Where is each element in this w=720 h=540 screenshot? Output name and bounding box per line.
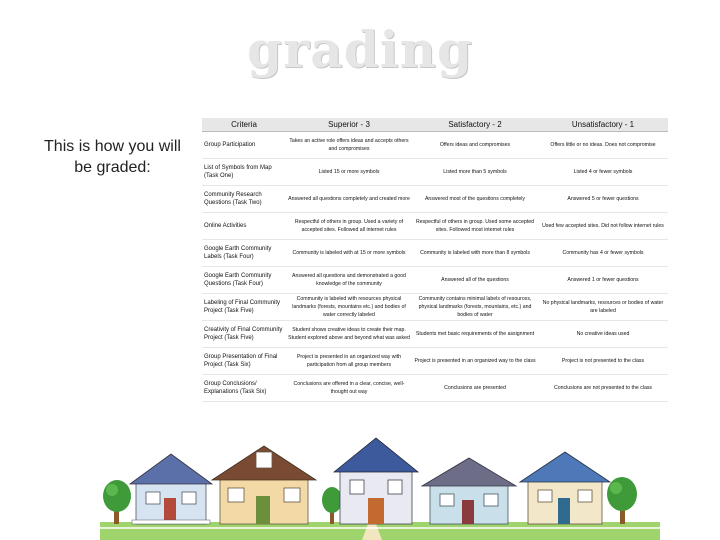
- satisfactory-cell: Offers ideas and compromises: [412, 132, 538, 159]
- criteria-cell: Labeling of Final Community Project (Task Five): [202, 294, 286, 321]
- superior-cell: Respectful of others in group. Used a variety of accepted sites. Followed all internet rules: [286, 213, 412, 240]
- criteria-cell: List of Symbols from Map (Task One): [202, 159, 286, 186]
- satisfactory-cell: Respectful of others in group. Used some accepted sites. Followed most internet rules: [412, 213, 538, 240]
- house-icon: [422, 458, 516, 524]
- column-header: Criteria: [202, 118, 286, 132]
- superior-cell: Conclusions are offered in a clear, concise, well-thought out way: [286, 375, 412, 402]
- satisfactory-cell: Conclusions are presented: [412, 375, 538, 402]
- table-row: [202, 267, 668, 294]
- unsatisfactory-cell: Conclusions are not presented to the class: [538, 375, 668, 402]
- column-header: Unsatisfactory - 1: [538, 118, 668, 132]
- satisfactory-cell: Project is presented in an organized way to the class: [412, 348, 538, 375]
- table-header-row: [202, 118, 668, 132]
- unsatisfactory-cell: Answered 5 or fewer questions: [538, 186, 668, 213]
- table-row: [202, 348, 668, 375]
- satisfactory-cell: Listed more than 5 symbols: [412, 159, 538, 186]
- criteria-cell: Community Research Questions (Task Two): [202, 186, 286, 213]
- satisfactory-cell: Students met basic requirements of the assignment: [412, 321, 538, 348]
- column-header: Satisfactory - 2: [412, 118, 538, 132]
- criteria-cell: Google Earth Community Questions (Task Four): [202, 267, 286, 294]
- town-illustration: [100, 436, 660, 540]
- unsatisfactory-cell: Answered 1 or fewer questions: [538, 267, 668, 294]
- table-row: [202, 240, 668, 267]
- grading-rubric-table: [202, 118, 668, 402]
- criteria-cell: Group Participation: [202, 132, 286, 159]
- house-icon: [334, 438, 418, 524]
- criteria-cell: Online Activities: [202, 213, 286, 240]
- unsatisfactory-cell: Used few accepted sites. Did not follow internet rules: [538, 213, 668, 240]
- superior-cell: Listed 15 or more symbols: [286, 159, 412, 186]
- criteria-cell: Group Conclusions/ Explanations (Task Six): [202, 375, 286, 402]
- satisfactory-cell: Answered all of the questions: [412, 267, 538, 294]
- criteria-cell: Group Presentation of Final Project (Task Six): [202, 348, 286, 375]
- column-header: Superior - 3: [286, 118, 412, 132]
- unsatisfactory-cell: No physical landmarks, resources or bodies of water are labeled: [538, 294, 668, 321]
- satisfactory-cell: Community contains minimal labels of resources, physical landmarks (forests, mountains, etc.) and bodies of water: [412, 294, 538, 321]
- unsatisfactory-cell: Listed 4 or fewer symbols: [538, 159, 668, 186]
- house-icon: [130, 454, 212, 524]
- table-row: [202, 159, 668, 186]
- unsatisfactory-cell: No creative ideas used: [538, 321, 668, 348]
- satisfactory-cell: Community is labeled with more than 8 symbols: [412, 240, 538, 267]
- page-title: grading: [247, 20, 473, 79]
- house-icon: [520, 452, 610, 524]
- superior-cell: Community is labeled with resources physical landmarks (forests, mountains etc.) and bodies of water correctly labeled: [286, 294, 412, 321]
- table-row: [202, 375, 668, 402]
- table-row: [202, 294, 668, 321]
- intro-text: This is how you will be graded:: [44, 138, 181, 176]
- table-row: [202, 321, 668, 348]
- table-row: [202, 213, 668, 240]
- superior-cell: Answered all questions and demonstrated a good knowledge of the community: [286, 267, 412, 294]
- superior-cell: Answered all questions completely and created more: [286, 186, 412, 213]
- superior-cell: Takes an active role offers ideas and accepts others and compromises: [286, 132, 412, 159]
- superior-cell: Project is presented in an organized way with participation from all group members: [286, 348, 412, 375]
- house-icon: [212, 446, 316, 524]
- superior-cell: Student shows creative ideas to create their map. Student explored above and beyond what was asked: [286, 321, 412, 348]
- table-row: [202, 186, 668, 213]
- unsatisfactory-cell: Community has 4 or fewer symbols: [538, 240, 668, 267]
- satisfactory-cell: Answered most of the questions completely: [412, 186, 538, 213]
- unsatisfactory-cell: Offers little or no ideas. Does not compromise: [538, 132, 668, 159]
- superior-cell: Community is labeled with at 15 or more symbols: [286, 240, 412, 267]
- table-row: [202, 132, 668, 159]
- criteria-cell: Creativity of Final Community Project (Task Five): [202, 321, 286, 348]
- unsatisfactory-cell: Project is not presented to the class: [538, 348, 668, 375]
- criteria-cell: Google Earth Community Labels (Task Four): [202, 240, 286, 267]
- tree-icon: [322, 487, 342, 524]
- tree-icon: [103, 480, 131, 524]
- tree-icon: [607, 477, 637, 524]
